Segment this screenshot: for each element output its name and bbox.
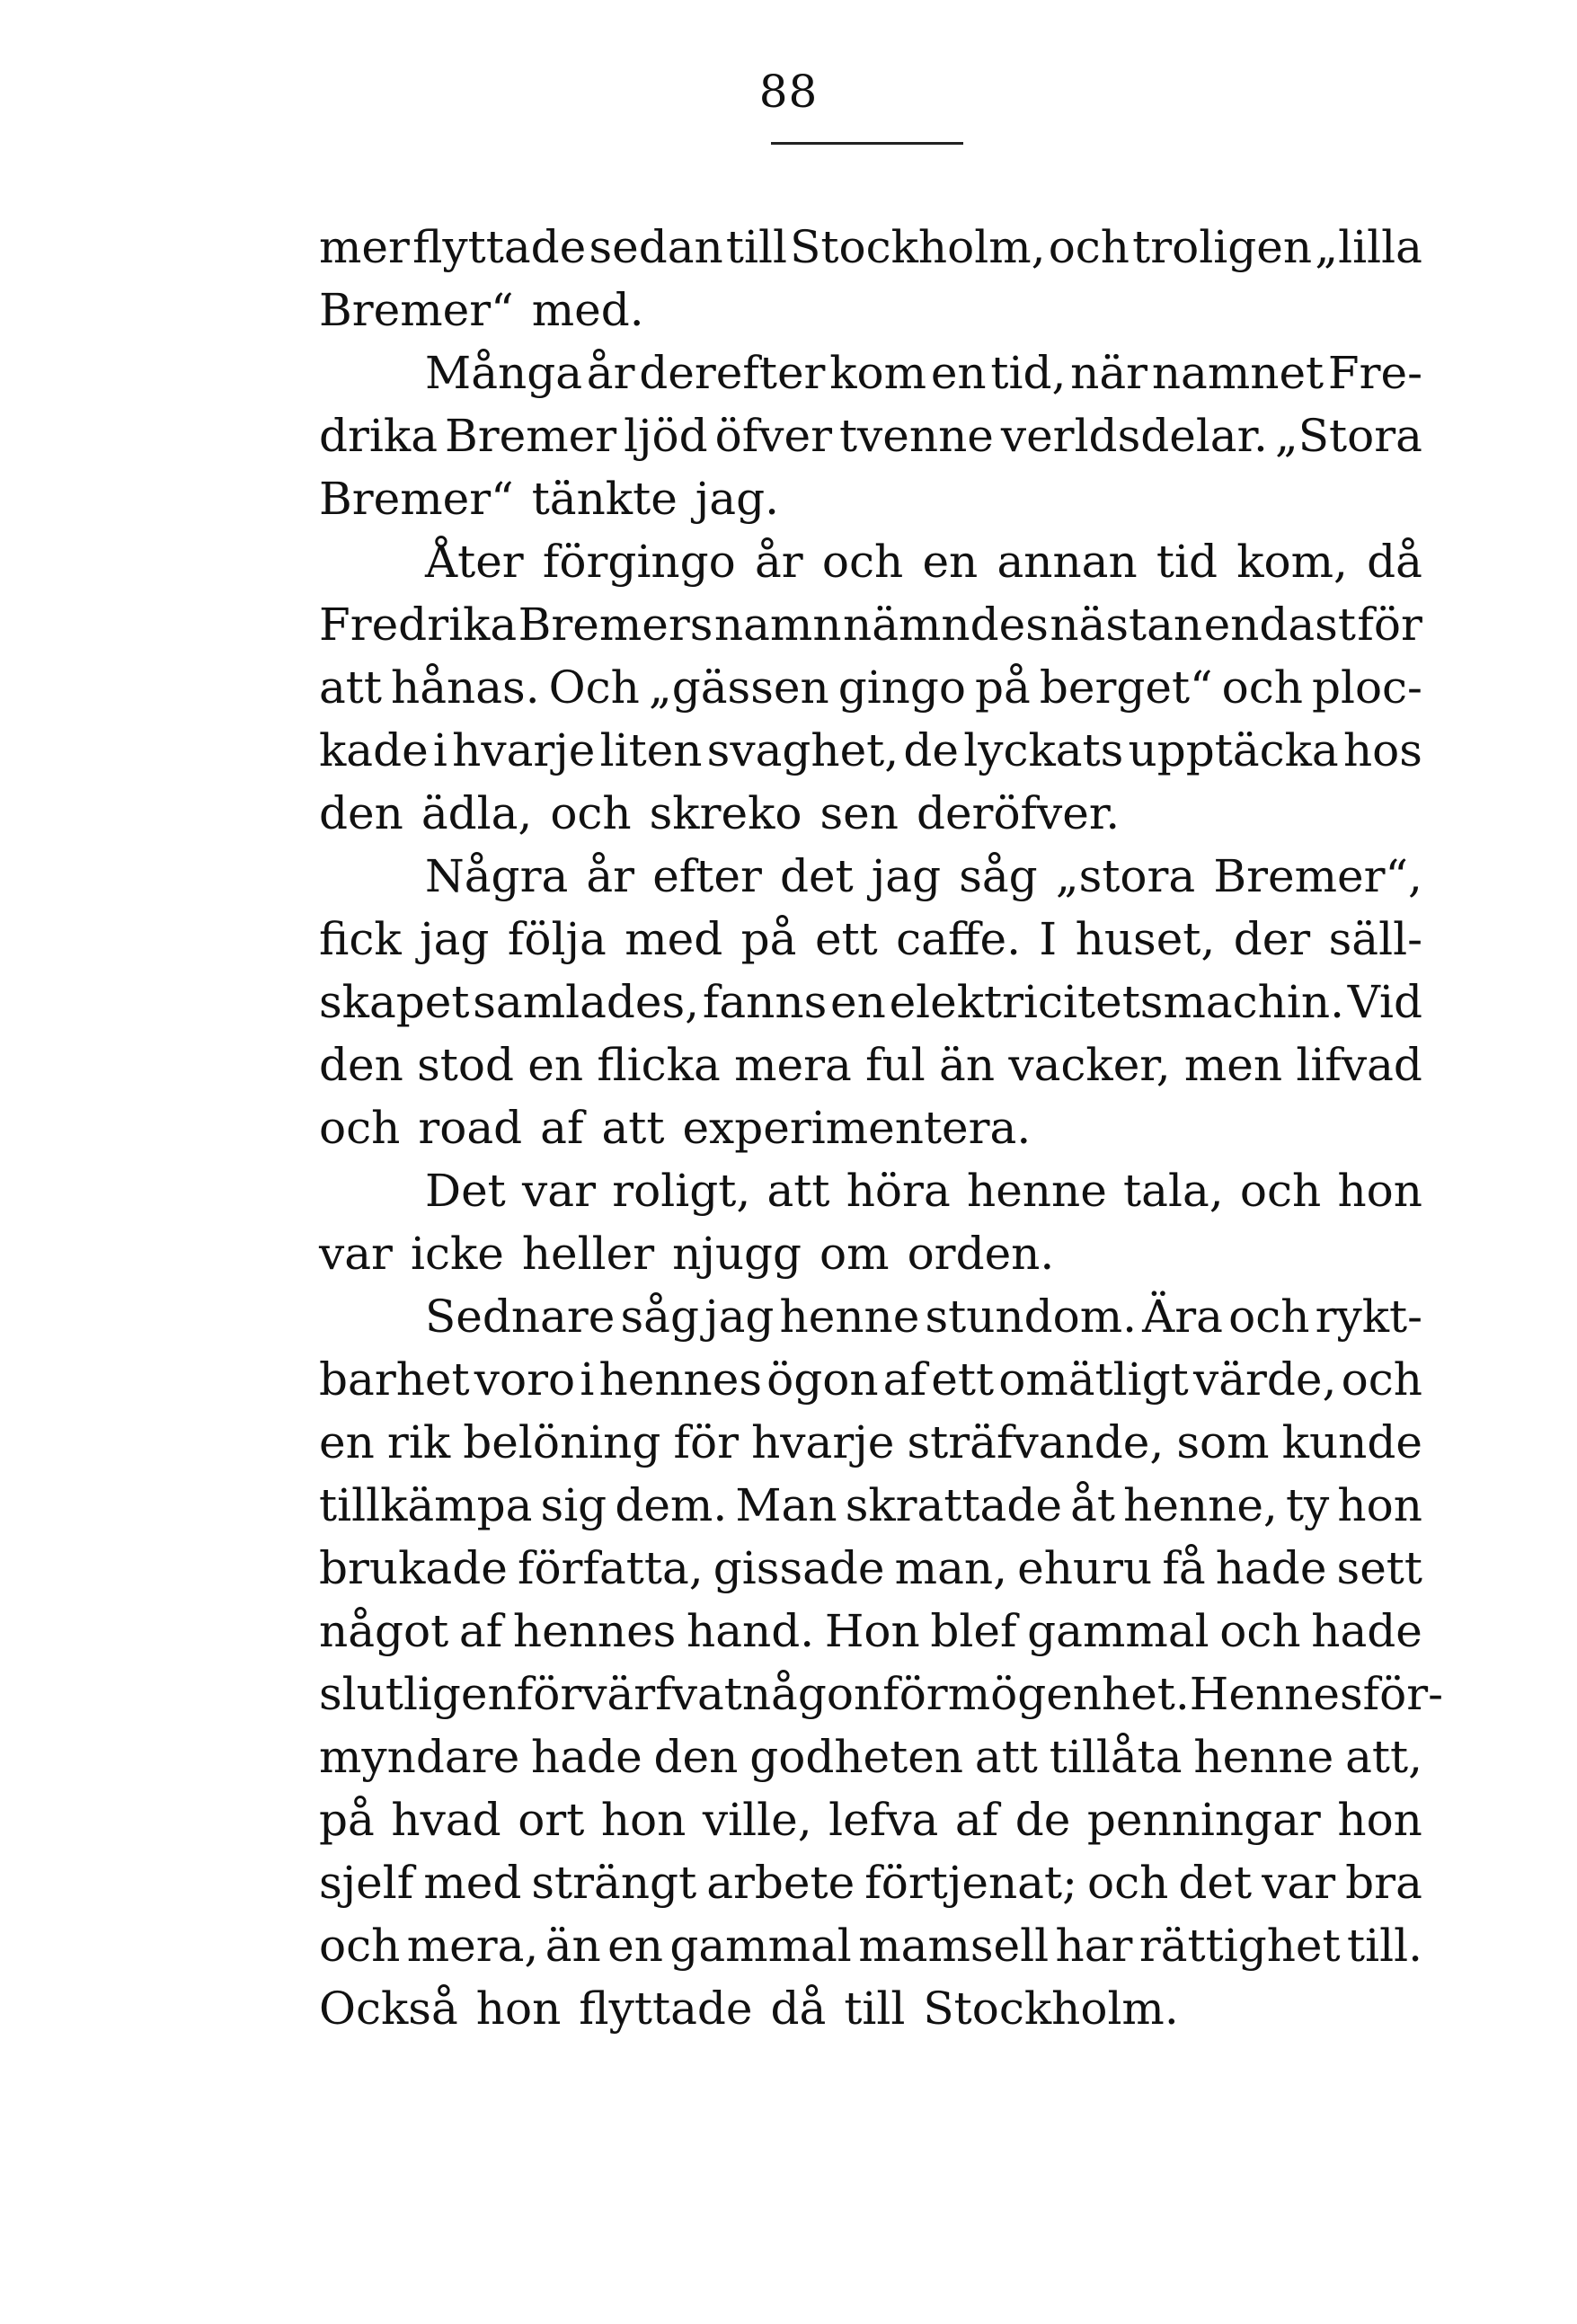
- word: vacker,: [1008, 1039, 1171, 1091]
- word: experimentera.: [682, 1102, 1032, 1154]
- word: i: [432, 724, 447, 776]
- word: namn: [713, 599, 842, 651]
- word: ögon: [766, 1353, 879, 1406]
- word: skreko: [649, 787, 802, 839]
- word: ljöd: [624, 410, 708, 462]
- word: en: [922, 536, 979, 588]
- word: Bremer“,: [1213, 850, 1422, 902]
- word: på: [740, 913, 797, 965]
- word: icke: [410, 1228, 504, 1280]
- word: liten: [599, 724, 703, 776]
- word: „gässen: [648, 661, 829, 714]
- word: lyckats: [963, 724, 1124, 776]
- text-line: [319, 1222, 1422, 1285]
- word: Fredrika: [319, 599, 518, 651]
- word: hvarje: [452, 724, 596, 776]
- word: hand.: [687, 1605, 815, 1657]
- word: af: [954, 1794, 999, 1846]
- word: omätligt: [998, 1353, 1189, 1406]
- word: bra: [1345, 1857, 1422, 1909]
- header-rule: [771, 142, 963, 145]
- word: kom,: [1236, 536, 1348, 588]
- word: flyttade: [412, 221, 587, 273]
- word: sedan: [589, 221, 723, 273]
- word: caffe.: [896, 913, 1021, 965]
- word: hos: [1342, 724, 1422, 776]
- text-line: [319, 279, 1422, 342]
- word: mera: [734, 1039, 852, 1091]
- word: Bremers: [518, 599, 713, 651]
- word: tid,: [990, 347, 1067, 399]
- text-line: [319, 656, 1422, 719]
- page-number: 88: [758, 66, 819, 118]
- word: var: [319, 1228, 393, 1280]
- word: för: [1357, 599, 1422, 651]
- word: att,: [1345, 1731, 1422, 1783]
- word: än: [939, 1039, 996, 1091]
- word: berget“: [1039, 661, 1213, 714]
- word: Åter: [425, 536, 524, 588]
- text-line: [319, 342, 1422, 404]
- word: tillkämpa: [319, 1479, 533, 1531]
- word: med: [625, 913, 723, 965]
- word: ett: [814, 913, 878, 965]
- word: tvenne: [838, 410, 994, 462]
- word: slutligen: [319, 1668, 517, 1720]
- word: deröfver.: [916, 787, 1121, 839]
- word: höra: [846, 1165, 951, 1217]
- word: I: [1039, 913, 1058, 965]
- word: när: [1070, 347, 1148, 399]
- word: strängt: [531, 1857, 697, 1909]
- word: kom: [829, 347, 927, 399]
- word: tänkte: [531, 473, 678, 525]
- text-line: [319, 782, 1422, 845]
- word: fanns: [702, 976, 828, 1028]
- word: upptäcka: [1128, 724, 1339, 776]
- word: penningar: [1086, 1794, 1321, 1846]
- word: följa: [507, 913, 607, 965]
- word: Bremer“: [319, 473, 514, 525]
- text-line: [319, 1474, 1422, 1537]
- word: och: [1048, 221, 1130, 273]
- word: Ära: [1142, 1291, 1223, 1343]
- word: den: [319, 787, 403, 839]
- word: säll-: [1328, 913, 1422, 965]
- text-line: [319, 1914, 1422, 1977]
- word: troligen: [1132, 221, 1313, 273]
- word: få: [1162, 1542, 1206, 1594]
- word: flicka: [597, 1039, 721, 1091]
- word: då: [770, 1982, 827, 2035]
- text-line: [319, 971, 1422, 1033]
- word: Det: [425, 1165, 506, 1217]
- word: den: [653, 1731, 739, 1783]
- word: förgingo: [542, 536, 736, 588]
- word: arbete: [706, 1857, 855, 1909]
- word: derefter: [639, 347, 826, 399]
- word: myndare: [319, 1731, 520, 1783]
- word: sig: [540, 1479, 607, 1531]
- word: för-: [1362, 1668, 1444, 1720]
- word: värde,: [1192, 1353, 1337, 1406]
- word: hade: [1215, 1542, 1327, 1594]
- word: nämndes: [843, 599, 1049, 651]
- text-line: [319, 1600, 1422, 1663]
- word: hon: [1337, 1794, 1422, 1846]
- word: mamsell: [858, 1920, 1050, 1972]
- word: tillåta: [1049, 1731, 1183, 1783]
- word: och: [821, 536, 904, 588]
- word: henne,: [1123, 1479, 1278, 1531]
- word: och: [319, 1102, 401, 1154]
- word: var: [522, 1165, 596, 1217]
- word: af: [882, 1353, 927, 1406]
- text-line: [319, 1537, 1422, 1600]
- word: förvärfvat: [516, 1668, 742, 1720]
- text-line: [319, 1977, 1422, 2040]
- word: Vid: [1347, 976, 1422, 1028]
- word: Många: [425, 347, 583, 399]
- word: då: [1367, 536, 1422, 588]
- word: än: [545, 1920, 601, 1972]
- word: sjelf: [319, 1857, 414, 1909]
- word: jag: [420, 913, 490, 965]
- word: som: [1176, 1416, 1270, 1468]
- word: har: [1055, 1920, 1133, 1972]
- word: att: [766, 1165, 830, 1217]
- text-line: [319, 845, 1422, 908]
- word: tid: [1156, 536, 1218, 588]
- word: till: [725, 221, 787, 273]
- word: hvad: [391, 1794, 501, 1846]
- word: gammal: [669, 1920, 852, 1972]
- text-line: [319, 1096, 1422, 1159]
- text-line: [319, 1159, 1422, 1222]
- word: orden.: [907, 1228, 1055, 1280]
- word: rik: [386, 1416, 451, 1468]
- word: svaghet,: [706, 724, 899, 776]
- word: en: [930, 347, 987, 399]
- word: annan: [997, 536, 1138, 588]
- word: rättighet: [1138, 1920, 1341, 1972]
- word: fick: [319, 913, 402, 965]
- word: ort: [518, 1794, 585, 1846]
- word: „Stora: [1274, 410, 1422, 462]
- text-line: [319, 593, 1422, 656]
- word: heller: [521, 1228, 655, 1280]
- word: hon: [475, 1982, 562, 2035]
- text-line: [319, 719, 1422, 782]
- text-line: [319, 1725, 1422, 1788]
- word: henne: [779, 1291, 920, 1343]
- word: ty: [1285, 1479, 1330, 1531]
- text-line: [319, 908, 1422, 971]
- body-text: [319, 216, 1444, 2040]
- word: år: [754, 536, 803, 588]
- word: förmögenhet.: [882, 1668, 1190, 1720]
- word: Man: [735, 1479, 837, 1531]
- word: mera,: [406, 1920, 539, 1972]
- word: belöning: [463, 1416, 661, 1468]
- word: år: [586, 850, 635, 902]
- word: jag.: [695, 473, 780, 525]
- word: och: [1087, 1857, 1169, 1909]
- word: Fre-: [1327, 347, 1422, 399]
- text-line: [319, 467, 1422, 530]
- text-line: [319, 404, 1422, 467]
- text-line: [319, 530, 1422, 593]
- word: brukade: [319, 1542, 508, 1594]
- word: hade: [1311, 1605, 1422, 1657]
- word: „stora: [1055, 850, 1196, 902]
- word: verldsdelar.: [1000, 410, 1268, 462]
- word: hon: [600, 1794, 687, 1846]
- word: hånas.: [391, 661, 540, 714]
- word: gammal: [1027, 1605, 1209, 1657]
- word: kunde: [1281, 1416, 1422, 1468]
- word: sen: [820, 787, 899, 839]
- word: det: [779, 850, 854, 902]
- word: ett: [931, 1353, 995, 1406]
- text-line: [319, 1851, 1422, 1914]
- word: elektricitetsmachin.: [889, 976, 1344, 1028]
- word: jag: [704, 1291, 775, 1343]
- word: ville,: [702, 1794, 812, 1846]
- word: Hon: [824, 1605, 920, 1657]
- word: huset,: [1075, 913, 1216, 965]
- word: hon: [1337, 1165, 1422, 1217]
- word: en: [527, 1039, 584, 1091]
- word: till.: [1347, 1920, 1422, 1972]
- word: hennes: [512, 1605, 677, 1657]
- word: att: [319, 661, 382, 714]
- word: de: [1014, 1794, 1071, 1846]
- word: hennes: [598, 1353, 762, 1406]
- word: ädla,: [421, 787, 533, 839]
- word: skapet: [319, 976, 470, 1028]
- word: till: [844, 1982, 906, 2035]
- word: af: [458, 1605, 503, 1657]
- word: gingo: [837, 661, 966, 714]
- word: endast: [1203, 599, 1356, 651]
- word: lefva: [828, 1794, 939, 1846]
- word: henne: [967, 1165, 1107, 1217]
- word: efter: [652, 850, 762, 902]
- word: der: [1233, 913, 1311, 965]
- word: och: [1228, 1291, 1310, 1343]
- word: och: [1221, 661, 1303, 714]
- word: godheten: [749, 1731, 964, 1783]
- word: någon: [741, 1668, 883, 1720]
- word: att: [601, 1102, 665, 1154]
- word: Bremer“: [319, 284, 514, 336]
- word: namnet: [1151, 347, 1325, 399]
- word: Stockholm,: [790, 221, 1046, 273]
- word: och: [1239, 1165, 1322, 1217]
- word: Hennes: [1189, 1668, 1363, 1720]
- word: Också: [319, 1982, 458, 2035]
- word: Bremer: [444, 410, 617, 462]
- word: såg: [620, 1291, 699, 1343]
- text-line: [319, 1663, 1444, 1725]
- word: om: [820, 1228, 890, 1280]
- word: Stockholm.: [923, 1982, 1179, 2035]
- word: ehuru: [1017, 1542, 1153, 1594]
- text-line: [319, 1285, 1422, 1348]
- word: njugg: [672, 1228, 802, 1280]
- word: med: [423, 1857, 522, 1909]
- word: på: [319, 1794, 375, 1846]
- word: i: [580, 1353, 595, 1406]
- word: mer: [319, 221, 410, 273]
- word: drika: [319, 410, 439, 462]
- word: såg: [959, 850, 1038, 902]
- text-line: [319, 1788, 1422, 1851]
- word: var: [1262, 1857, 1336, 1909]
- word: blef: [930, 1605, 1017, 1657]
- word: och: [1219, 1605, 1301, 1657]
- word: af: [540, 1102, 584, 1154]
- word: och: [319, 1920, 401, 1972]
- word: hon: [1337, 1479, 1422, 1531]
- word: med.: [531, 284, 644, 336]
- word: hade: [531, 1731, 642, 1783]
- text-line: [319, 1411, 1422, 1474]
- text-line: [319, 1033, 1422, 1096]
- word: „lilla: [1315, 221, 1422, 273]
- word: hvarje: [751, 1416, 895, 1468]
- word: samlades,: [473, 976, 700, 1028]
- word: att: [974, 1731, 1038, 1783]
- word: de: [903, 724, 959, 776]
- word: Och: [548, 661, 640, 714]
- word: man,: [894, 1542, 1007, 1594]
- word: nästan: [1050, 599, 1203, 651]
- word: jag: [871, 850, 942, 902]
- word: Sednare: [425, 1291, 616, 1343]
- word: rykt-: [1315, 1291, 1422, 1343]
- word: sett: [1336, 1542, 1422, 1594]
- word: roligt,: [612, 1165, 751, 1217]
- word: men: [1183, 1039, 1283, 1091]
- word: år: [586, 347, 635, 399]
- word: gissade: [713, 1542, 885, 1594]
- word: voro: [474, 1353, 576, 1406]
- word: ploc-: [1311, 661, 1422, 714]
- word: tala,: [1123, 1165, 1224, 1217]
- word: road: [418, 1102, 523, 1154]
- word: och: [550, 787, 632, 839]
- word: den: [319, 1039, 403, 1091]
- word: författa,: [517, 1542, 704, 1594]
- text-line: [319, 216, 1422, 279]
- word: och: [1341, 1353, 1422, 1406]
- word: stundom.: [925, 1291, 1138, 1343]
- word: ful: [865, 1039, 926, 1091]
- word: en: [830, 976, 886, 1028]
- text-line: [319, 1348, 1422, 1411]
- word: det: [1178, 1857, 1253, 1909]
- word: henne: [1193, 1731, 1334, 1783]
- word: öfver: [714, 410, 832, 462]
- word: Några: [425, 850, 569, 902]
- word: sträfvande,: [907, 1416, 1165, 1468]
- word: skrattade: [845, 1479, 1062, 1531]
- word: åt: [1070, 1479, 1115, 1531]
- word: lifvad: [1296, 1039, 1422, 1091]
- word: något: [319, 1605, 449, 1657]
- word: på: [975, 661, 1031, 714]
- word: en: [319, 1416, 375, 1468]
- word: stod: [417, 1039, 514, 1091]
- word: för: [673, 1416, 739, 1468]
- word: barhet: [319, 1353, 470, 1406]
- word: förtjenat;: [864, 1857, 1077, 1909]
- word: dem.: [615, 1479, 728, 1531]
- word: flyttade: [579, 1982, 753, 2035]
- word: kade: [319, 724, 429, 776]
- word: en: [607, 1920, 663, 1972]
